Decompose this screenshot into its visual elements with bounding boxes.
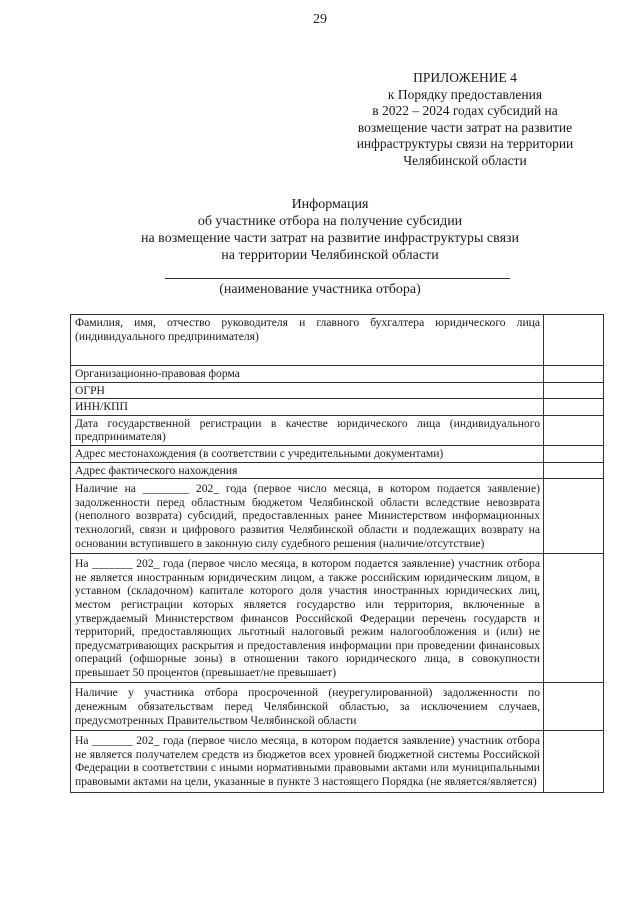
participant-info-table xyxy=(70,314,604,793)
appendix-line: к Порядку предоставления xyxy=(387,86,543,102)
table-row xyxy=(71,683,604,731)
document-heading xyxy=(60,196,600,264)
table-row xyxy=(71,479,604,554)
appendix-line: в 2022 – 2024 годах субсидий на xyxy=(372,103,558,118)
row-value-cell[interactable] xyxy=(544,479,604,554)
row-value-cell[interactable] xyxy=(544,366,604,383)
row-value-cell[interactable] xyxy=(544,554,604,683)
appendix-title: ПРИЛОЖЕНИЕ 4 xyxy=(413,70,517,85)
row-value-cell[interactable] xyxy=(544,731,604,792)
row-value-cell[interactable] xyxy=(544,445,604,462)
heading-line: Информация xyxy=(291,197,369,212)
appendix-line: возмещение части затрат на развитие xyxy=(357,119,573,135)
table-row xyxy=(71,366,604,383)
row-label: Наличие у участника отбора просроченной (неурегулированной) задолженности по денежным обязательствам перед Челябинской областью, за исключением случаев, предусмотренных Правительством Челябинской области xyxy=(71,683,544,731)
row-label: Адрес фактического нахождения xyxy=(71,462,544,479)
row-value-cell[interactable] xyxy=(544,399,604,416)
row-label: Организационно-правовая форма xyxy=(71,366,544,383)
table-row xyxy=(71,315,604,366)
row-value-cell[interactable] xyxy=(544,415,604,445)
table-row xyxy=(71,382,604,399)
row-value-cell[interactable] xyxy=(544,382,604,399)
row-label: На _______ 202_ года (первое число месяца, в котором подается заявление) участник отбора не является получателем средств из бюджетов всех уровней бюджетной системы Российской Федерации в соответствии с иными нормативными правовыми актами или муниципальными правовыми актами на цели, указанные в пункте 3 настоящего Порядка (не является/является) xyxy=(71,731,544,792)
participant-name-line[interactable] xyxy=(165,278,510,279)
appendix-header xyxy=(330,70,600,169)
table-row xyxy=(71,554,604,683)
row-label: Наличие на ________ 202_ года (первое число месяца, в котором подается заявление) задолженности перед областным бюджетом Челябинской области вследствие невозврата (неполного возврата) субсидий, предоставленных ранее Министерством информационных технологий, связи и цифрового развития Челябинской области и подлежащих возврату на основании вступившего в законную силу судебного решения (наличие/отсутствие) xyxy=(71,479,544,554)
participant-name-caption: (наименование участника отбора) xyxy=(219,282,421,297)
row-label: На _______ 202_ года (первое число месяца, в котором подается заявление) участник отбора не является иностранным юридическим лицом, а также российским юридическим лицом, в уставном (складочном) капитале которого доля участия иностранных юридических лиц, местом регистрации которых является государство или территория, включенные в утверждаемый Министерством финансов Российской Федерации перечень государств и территорий, предоставляющих льготный налоговый режим налогообложения и (или) не предусматривающих раскрытия и предоставления информации при проведении финансовых операций (офшорные зоны) в отношении такого юридического лица, в совокупности превышает 50 процентов (превышает/не превышает) xyxy=(71,554,544,683)
row-value-cell[interactable] xyxy=(544,315,604,366)
row-label: ОГРН xyxy=(71,382,544,399)
table-row xyxy=(71,415,604,445)
page-number: 29 xyxy=(313,12,327,27)
heading-line: на возмещение части затрат на развитие инфраструктуры связи xyxy=(140,231,520,246)
heading-line: об участнике отбора на получение субсидии xyxy=(197,214,463,229)
row-label: Фамилия, имя, отчество руководителя и главного бухгалтера юридического лица (индивидуального предпринимателя) xyxy=(71,315,544,366)
row-label: Адрес местонахождения (в соответствии с учредительными документами) xyxy=(71,445,544,462)
row-value-cell[interactable] xyxy=(544,462,604,479)
row-label: ИНН/КПП xyxy=(71,399,544,416)
appendix-line: инфраструктуры связи на территории xyxy=(356,136,574,151)
table-row xyxy=(71,731,604,792)
row-label: Дата государственной регистрации в качестве юридического лица (индивидуального предпринимателя) xyxy=(71,415,544,445)
row-value-cell[interactable] xyxy=(544,683,604,731)
appendix-line: Челябинской области xyxy=(403,152,527,168)
table-row xyxy=(71,399,604,416)
table-row xyxy=(71,462,604,479)
table-row xyxy=(71,445,604,462)
heading-line: на территории Челябинской области xyxy=(221,248,439,263)
